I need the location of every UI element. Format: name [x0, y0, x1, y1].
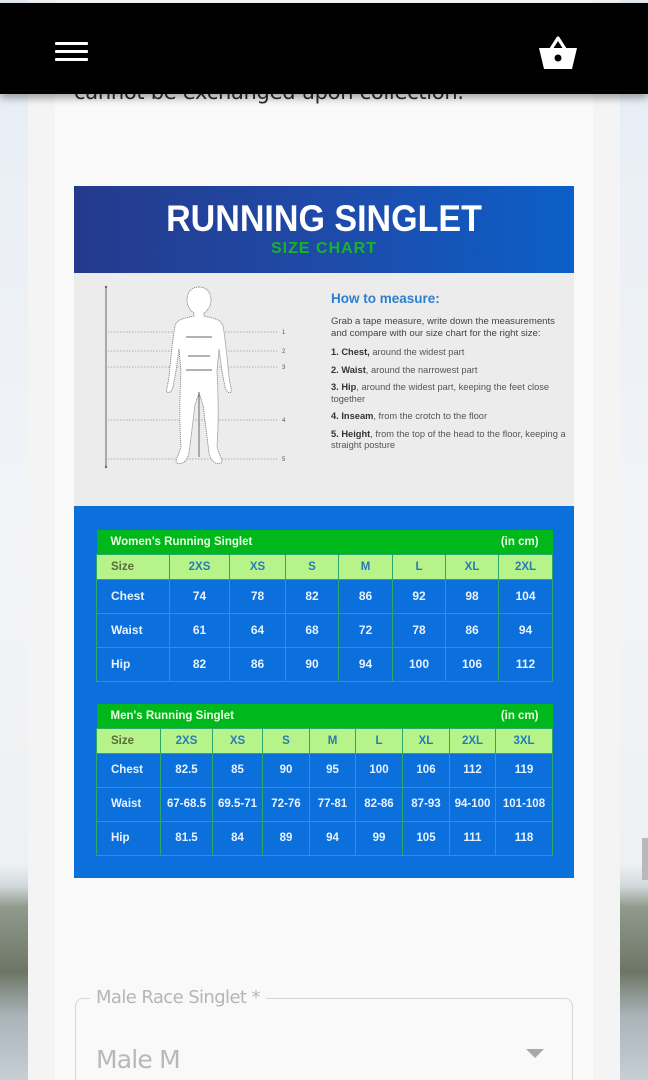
how-to-measure-instructions	[331, 291, 571, 458]
svg-text:4: 4	[282, 418, 286, 424]
hamburger-menu-icon[interactable]	[55, 40, 89, 64]
how-to-measure-panel	[74, 273, 574, 506]
svg-text:5: 5	[282, 457, 286, 463]
womens-table-unit: (in cm)	[446, 530, 553, 554]
womens-size-table	[96, 530, 553, 682]
measure-step-waist: 2. Waist, around the narrowest part	[331, 364, 478, 375]
size-chart-title: RUNNING SINGLET	[166, 198, 482, 239]
size-tables-panel	[74, 506, 574, 878]
background-scenery-left	[0, 0, 30, 1080]
svg-text:3: 3	[282, 365, 286, 371]
how-to-measure-title: How to measure:	[331, 291, 440, 306]
mens-table-title: Men's Running Singlet	[97, 704, 450, 728]
measure-step-inseam: 4. Inseam, from the crotch to the floor	[331, 411, 488, 421]
male-race-singlet-select[interactable]	[75, 987, 573, 1080]
how-to-measure-intro: Grab a tape measure, write down the measurements and compare with our size chart for the right size:	[331, 316, 555, 339]
table-row: Hip 82 86 90 94 100 106 112	[97, 647, 553, 681]
mens-size-table	[96, 704, 553, 856]
size-chart-subtitle: SIZE CHART	[271, 240, 377, 257]
mens-table-header: Size 2XS XS S M L XL 2XL 3XL	[97, 728, 553, 753]
top-navigation-bar	[0, 3, 648, 94]
size-chart-image	[74, 186, 574, 878]
background-scenery-right	[620, 0, 648, 1080]
table-row: Waist 67-68.5 69.5-71 72-76 77-81 82-86 87-93 94-100 101-108	[97, 787, 553, 821]
measure-step-chest: 1. Chest, around the widest part	[331, 347, 465, 357]
select-value: Male M	[96, 1045, 180, 1074]
shopping-basket-icon[interactable]	[536, 33, 580, 73]
measure-step-height: 5. Height, from the top of the head to the floor, keeping a straight posture	[331, 428, 566, 450]
table-row: Waist 61 64 68 72 78 86 94	[97, 613, 553, 647]
dropdown-arrow-icon[interactable]	[526, 1049, 544, 1058]
measure-step-hip: 3. Hip, around the widest part, keeping the feet close together	[331, 382, 550, 404]
mens-table-unit: (in cm)	[450, 704, 553, 728]
select-label: Male Race Singlet *	[90, 987, 266, 1008]
svg-text:1: 1	[282, 330, 286, 336]
table-row: Hip 81.5 84 89 94 99 105 111 118	[97, 821, 553, 855]
table-row: Chest 82.5 85 90 95 100 106 112 119	[97, 753, 553, 787]
body-measurement-figure-icon	[99, 281, 299, 471]
womens-table-header: Size 2XS XS S M L XL 2XL	[97, 554, 553, 579]
size-chart-header	[74, 186, 574, 273]
svg-text:2: 2	[282, 349, 286, 355]
scrollbar-thumb[interactable]	[642, 838, 648, 880]
womens-table-title: Women's Running Singlet	[97, 530, 446, 554]
table-row: Chest 74 78 82 86 92 98 104	[97, 579, 553, 613]
